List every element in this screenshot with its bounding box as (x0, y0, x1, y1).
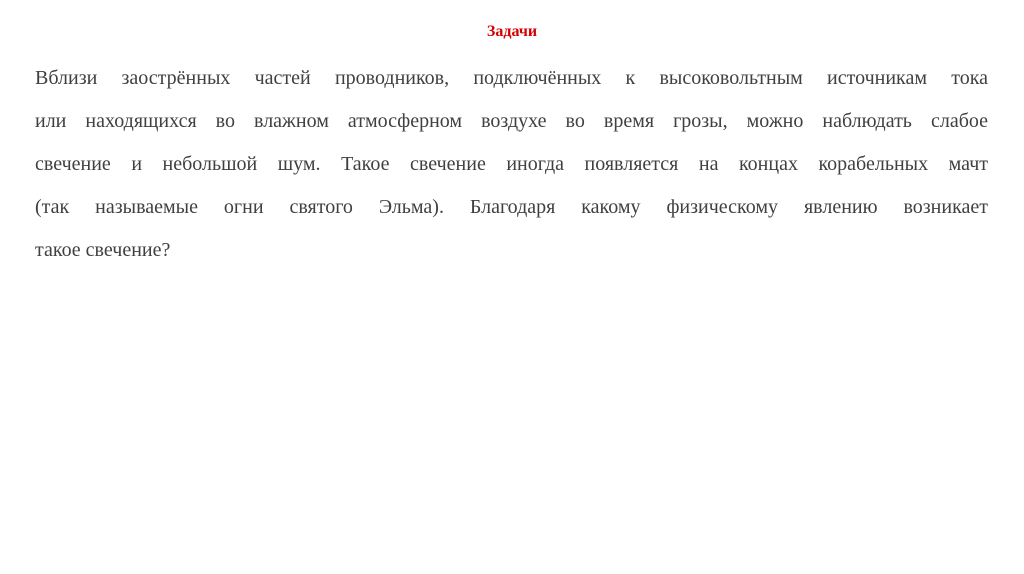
problem-text-line: такое свечение? (35, 239, 171, 261)
problem-text (35, 57, 988, 272)
slide-title: Задачи (486, 23, 538, 40)
problem-text-line: Вблизи заострённых частей проводников, подключённых к высоковольтным источникам тока (35, 67, 988, 89)
problem-text-line: свечение и небольшой шум. Такое свечение иногда появляется на концах корабельных мачт (35, 153, 988, 175)
problem-text-line: или находящихся во влажном атмосферном воздухе во время грозы, можно наблюдать слабое (35, 110, 988, 132)
problem-text-line: (так называемые огни святого Эльма). Благодаря какому физическому явлению возникает (35, 196, 988, 218)
